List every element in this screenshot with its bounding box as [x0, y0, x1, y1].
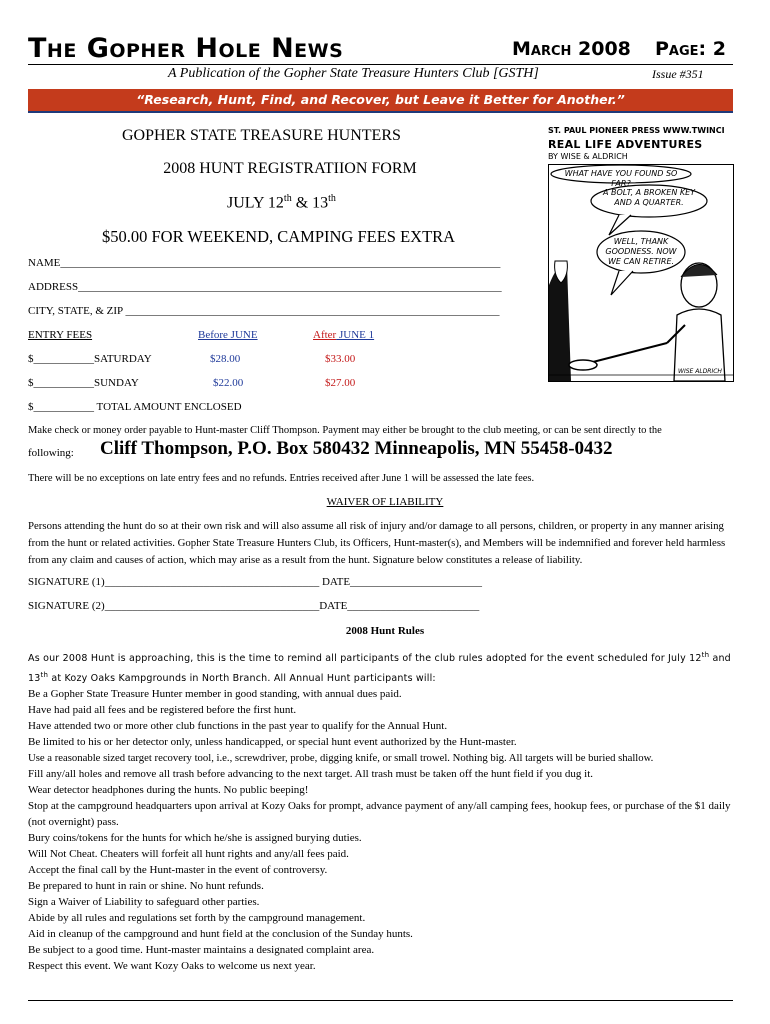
rule-item: Be a Gopher State Treasure Hunter member in good standing, with annual dues paid.: [28, 688, 402, 700]
rule-item: Bury coins/tokens for the hunts for which he/she is assigned burying duties.: [28, 832, 362, 844]
sunday-after-fee: $27.00: [325, 377, 356, 389]
rule-item: Be limited to his or her detector only, unless handicapped, or special hunt event authorized by the Hunt-master.: [28, 736, 517, 748]
mailing-address: Cliff Thompson, P.O. Box 580432 Minneapolis, MN 55458-0432: [100, 438, 613, 459]
before-june-label: Before JUNE: [198, 329, 258, 341]
comic-bubble-2: A BOLT, A BROKEN KEY AND A QUARTER.: [602, 188, 696, 207]
rule-item: Aid in cleanup of the campground and hunt field at the conclusion of the Sunday hunts.: [28, 928, 413, 940]
event-dates: [227, 193, 336, 212]
after-word: After: [313, 329, 337, 341]
address-field[interactable]: ADDRESS_____________________________________________________________________________: [28, 281, 502, 293]
header-divider: [28, 64, 733, 65]
rule-item: Accept the final call by the Hunt-master in the event of controversy.: [28, 864, 328, 876]
rule-item: Fill any/all holes and remove all trash before advancing to the next target. All trash must be taken off the hunt field if you dug it.: [28, 768, 594, 780]
issue-date: March 2008: [512, 38, 631, 60]
saturday-after-fee: $33.00: [325, 353, 356, 365]
rule-item: Be prepared to hunt in rain or shine. No hunt refunds.: [28, 880, 264, 892]
hunt-rules-intro: [28, 647, 744, 687]
after-date: JUNE 1: [336, 329, 375, 341]
payment-instructions: Make check or money order payable to Hunt-master Cliff Thompson. Payment may either be brought to the club meeting, or can be sent directly to the: [28, 425, 662, 436]
entry-fees-label: ENTRY FEES: [28, 329, 93, 341]
rule-item: Be subject to a good time. Hunt-master maintains a designated complaint area.: [28, 944, 375, 956]
rule-item: Have had paid all fees and be registered before the first hunt.: [28, 704, 297, 716]
intro-part-c: at Kozy Oaks Kampgrounds in North Branch. All Annual Hunt participants will:: [48, 673, 436, 685]
city-state-zip-field[interactable]: CITY, STATE, & ZIP ____________________________________________________________________: [28, 305, 500, 317]
total-enclosed[interactable]: $___________ TOTAL AMOUNT ENCLOSED: [28, 401, 242, 413]
intro-part-a: As our 2008 Hunt is approaching, this is the time to remind all participants of the club rules adopted for the event scheduled for July 12: [28, 653, 702, 665]
after-june-label: [313, 329, 374, 341]
rule-item: Use a reasonable sized target recovery tool, i.e., screwdriver, probe, digging knife, or small trowel. Nothing big. All targets will be buried shallow.: [28, 752, 654, 764]
event-dates-sup1: th: [283, 193, 292, 204]
publication-subtitle: A Publication of the Gopher State Treasure Hunters Club [GSTH]: [168, 66, 539, 81]
saturday-before-fee: $28.00: [210, 353, 241, 365]
event-dates-sup2: th: [328, 193, 336, 204]
newsletter-title: The Gopher Hole News: [28, 33, 344, 64]
following-label: following:: [28, 447, 74, 459]
event-dates-b: & 13: [291, 194, 329, 212]
event-dates-a: JULY 12: [227, 194, 284, 212]
org-name: GOPHER STATE TREASURE HUNTERS: [122, 127, 401, 144]
form-title: 2008 HUNT REGISTRATIION FORM: [163, 160, 417, 177]
rule-item: Stop at the campground headquarters upon arrival at Kozy Oaks for prompt, advance payment of any/all camping fees, hookup fees, or purchase of the $1 daily (not overnight) pass.: [28, 800, 731, 828]
sunday-before-fee: $22.00: [213, 377, 244, 389]
signature-1-field[interactable]: SIGNATURE (1)_______________________________________ DATE________________________: [28, 576, 483, 588]
issue-number: Issue #351: [652, 67, 704, 81]
rule-item: Will Not Cheat. Cheaters will forfeit all hunt rights and any/all fees paid.: [28, 848, 349, 860]
signature-2-field[interactable]: SIGNATURE (2)_______________________________________DATE________________________: [28, 600, 480, 612]
comic-byline: BY WISE & ALDRICH: [548, 152, 628, 161]
rule-item: Respect this event. We want Kozy Oaks to welcome us next year.: [28, 960, 316, 972]
waiver-title: WAIVER OF LIABILITY: [326, 496, 444, 508]
rule-item: Have attended two or more other club functions in the past year to qualify for the Annual Hunt.: [28, 720, 448, 732]
page-bottom-border: [28, 1000, 733, 1001]
comic-bubble-3: WELL, THANK GOODNESS. NOW WE CAN RETIRE.: [605, 237, 677, 266]
waiver-text: Persons attending the hunt do so at their own risk and will also assume all risk of injury and/or damage to all persons, children, or property in any manner arising from the hunt or related activities. Gopher State Treasure Hunters Club, its Officers, Hunt-master(s), and Members will be indemnified and forever held harmless from any claim and causes of action, which may arise as a result from the hunt. Signature below constitutes a release of liability.: [28, 520, 726, 566]
intro-sup-1: th: [701, 651, 710, 659]
motto-banner: “Research, Hunt, Find, and Recover, but Leave it Better for Another.”: [28, 89, 733, 113]
hunt-rules-title: 2008 Hunt Rules: [345, 625, 425, 637]
rule-item: Wear detector headphones during the hunts. No public beeping!: [28, 784, 309, 796]
rule-item: Abide by all rules and regulations set forth by the campground management.: [28, 912, 366, 924]
weekend-fee: $50.00 FOR WEEKEND, CAMPING FEES EXTRA: [102, 227, 456, 246]
comic-title: REAL LIFE ADVENTURES: [548, 138, 703, 151]
intro-sup-2: th: [40, 671, 49, 680]
saturday-entry[interactable]: $___________SATURDAY: [28, 353, 152, 365]
comic-bubble-1: WHAT HAVE YOU FOUND SO FAR?: [564, 169, 678, 188]
sunday-entry[interactable]: $___________SUNDAY: [28, 377, 139, 389]
rule-item: Sign a Waiver of Liability to safeguard other parties.: [28, 896, 260, 908]
comic-publisher: ST. PAUL PIONEER PRESS WWW.TWINCI: [548, 126, 725, 135]
comic-strip: [548, 126, 734, 382]
intro-part-b: and 13: [28, 653, 731, 685]
page-number: Page: 2: [655, 38, 726, 60]
name-field[interactable]: NAME________________________________________________________________________________: [28, 257, 501, 269]
no-exceptions-note: There will be no exceptions on late entry fees and no refunds. Entries received after June 1 will be assessed the late fees.: [28, 473, 535, 484]
comic-panel: [548, 164, 734, 382]
comic-signature: WISE ALDRICH: [678, 368, 722, 375]
